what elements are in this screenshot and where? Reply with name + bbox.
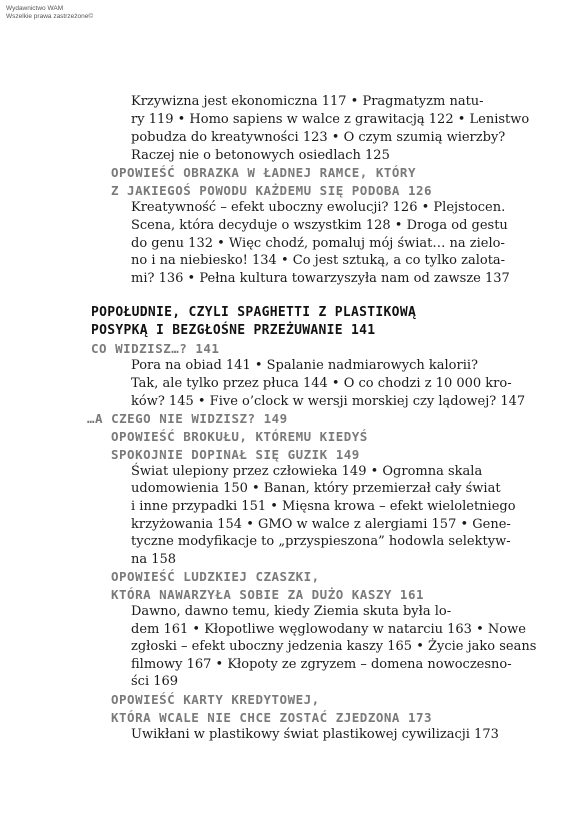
toc-entry-line: mi? 136 • Pełna kultura towarzyszyła nam od zawsze 137 (131, 271, 510, 286)
section-heading: CO WIDZISZ…? 141 (91, 341, 220, 356)
toc-entry-line: Kreatywność – efekt uboczny ewolucji? 126 • Plejstocen. (131, 200, 506, 215)
toc-entry-line: do genu 132 • Więc chodź, pomaluj mój świat… na zielo- (131, 236, 505, 251)
toc-entry-line: ry 119 • Homo sapiens w walce z grawitacją 122 • Lenistwo (131, 112, 530, 127)
chapter-heading: POSYPKĄ I BEZGŁOŚNE PRZEŻUWANIE 141 (91, 323, 376, 338)
section-heading: KTÓRA NAWARZYŁA SOBIE ZA DUŻO KASZY 161 (111, 587, 424, 602)
toc-entry-line: ści 169 (131, 674, 179, 689)
toc-entry-line: Świat ulepiony przez człowieka 149 • Ogromna skala (131, 464, 483, 479)
section-heading: OPOWIEŚĆ LUDZKIEJ CZASZKI, (111, 569, 320, 584)
section-heading: SPOKOJNIE DOPINAŁ SIĘ GUZIK 149 (111, 447, 360, 462)
toc-entry-line: Pora na obiad 141 • Spalanie nadmiarowych kalorii? (131, 358, 478, 373)
toc-entry-line: filmowy 167 • Kłopoty ze zgryzem – domena nowoczesno- (131, 657, 512, 672)
section-heading: …A CZEGO NIE WIDZISZ? 149 (87, 411, 288, 426)
toc-entry-line: Tak, ale tylko przez płuca 144 • O co chodzi z 10 000 kro- (131, 376, 512, 391)
toc-entry-line: udomowienia 150 • Banan, który przemierzał cały świat (131, 481, 501, 496)
section-heading: KTÓRA WCALE NIE CHCE ZOSTAĆ ZJEDZONA 173 (111, 710, 433, 725)
toc-entry-line: Uwikłani w plastikowy świat plastikowej cywilizacji 173 (131, 727, 499, 742)
section-heading: OPOWIEŚĆ OBRAZKA W ŁADNEJ RAMCE, KTÓRY (111, 165, 416, 180)
section-heading: OPOWIEŚĆ BROKUŁU, KTÓREMU KIEDYŚ (111, 429, 368, 444)
toc-entry-line: zgłoski – efekt uboczny jedzenia kaszy 165 • Życie jako seans (131, 639, 537, 654)
toc-entry-line: Krzywizna jest ekonomiczna 117 • Pragmatyzm natu- (131, 94, 484, 109)
section-heading: OPOWIEŚĆ KARTY KREDYTOWEJ, (111, 692, 320, 707)
section-heading: Z JAKIEGOŚ POWODU KAŻDEMU SIĘ PODOBA 126 (111, 183, 433, 198)
toc-entry-line: tyczne modyfikacje to „przyspieszona” hodowla selektyw- (131, 534, 511, 549)
toc-entry-line: Scena, która decyduje o wszystkim 128 • Droga od gestu (131, 218, 508, 233)
toc-entry-line: ków? 145 • Five o’clock w wersji morskiej czy lądowej? 147 (131, 394, 526, 409)
toc-entry-line: Raczej nie o betonowych osiedlach 125 (131, 148, 390, 163)
toc-entry-line: i inne przypadki 151 • Mięsna krowa – efekt wieloletniego (131, 499, 516, 514)
watermark-rights: Wszelkie prawa zastrzeżone© (6, 13, 94, 20)
toc-entry-line: na 158 (131, 552, 177, 567)
toc-entry-line: no i na niebiesko! 134 • Co jest sztuką, a co tylko zalota- (131, 253, 506, 268)
toc-entry-line: dem 161 • Kłopotliwe węglowodany w natarciu 163 • Nowe (131, 622, 526, 637)
chapter-heading: POPOŁUDNIE, CZYLI SPAGHETTI Z PLASTIKOWĄ (91, 305, 417, 320)
watermark-publisher: Wydawnictwo WAM (6, 5, 64, 12)
toc-entry-line: pobudza do kreatywności 123 • O czym szumią wierzby? (131, 130, 506, 145)
toc-entry-line: Dawno, dawno temu, kiedy Ziemia skuta była lo- (131, 604, 452, 619)
toc-entry-line: krzyżowania 154 • GMO w walce z alergiami 157 • Gene- (131, 517, 511, 532)
